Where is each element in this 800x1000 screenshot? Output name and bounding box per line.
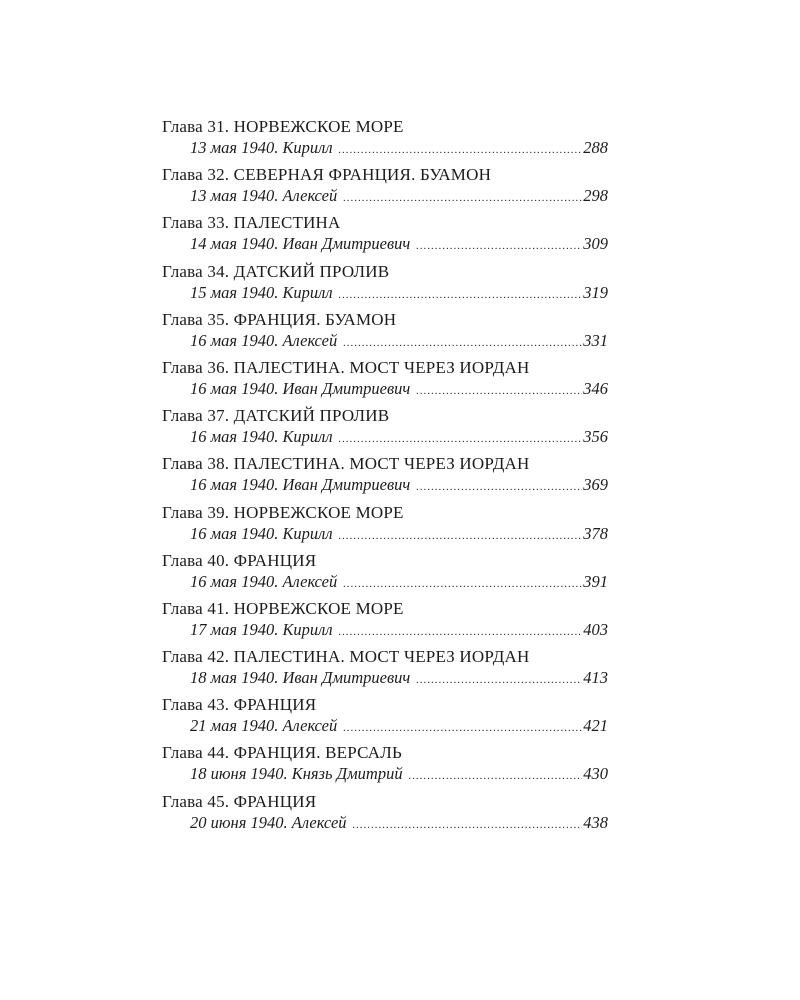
chapter-subtitle: 18 июня 1940. Князь Дмитрий — [190, 764, 403, 784]
chapter-subtitle: 18 мая 1940. Иван Дмитриевич — [190, 668, 411, 688]
dot-leader — [339, 285, 583, 306]
chapter-subtitle-row — [190, 523, 608, 547]
toc-entry-38 — [162, 453, 608, 501]
toc-entry-34 — [162, 261, 608, 309]
chapter-title: Глава 42. ПАЛЕСТИНА. МОСТ ЧЕРЕЗ ИОРДАН — [162, 647, 530, 667]
dot-leader — [416, 236, 582, 257]
page-number: 438 — [583, 812, 608, 832]
chapter-subtitle: 16 мая 1940. Иван Дмитриевич — [190, 475, 411, 495]
toc-entry-31 — [162, 116, 608, 164]
chapter-title: Глава 35. ФРАНЦИЯ. БУАМОН — [162, 309, 397, 329]
dot-leader — [409, 766, 583, 787]
table-of-contents — [162, 116, 608, 839]
chapter-title: Глава 40. ФРАНЦИЯ — [162, 550, 317, 570]
dot-leader — [339, 429, 583, 450]
chapter-subtitle-row — [190, 185, 608, 209]
page-number: 369 — [583, 475, 608, 495]
chapter-subtitle: 16 мая 1940. Кирилл — [190, 523, 333, 543]
chapter-title: Глава 37. ДАТСКИЙ ПРОЛИВ — [162, 406, 390, 426]
chapter-subtitle: 16 мая 1940. Кирилл — [190, 427, 333, 447]
chapter-subtitle: 20 июня 1940. Алексей — [190, 812, 347, 832]
dot-leader — [343, 188, 582, 209]
toc-entry-36 — [162, 357, 608, 405]
chapter-title: Глава 34. ДАТСКИЙ ПРОЛИВ — [162, 261, 390, 281]
chapter-title: Глава 31. НОРВЕЖСКОЕ МОРЕ — [162, 117, 404, 136]
toc-entry-41 — [162, 598, 608, 646]
chapter-subtitle: 21 мая 1940. Алексей — [190, 716, 338, 736]
chapter-title: Глава 43. ФРАНЦИЯ — [162, 695, 317, 715]
chapter-subtitle-row — [190, 715, 608, 739]
toc-entry-37 — [162, 405, 608, 453]
dot-leader — [343, 574, 582, 595]
page-number: 413 — [583, 668, 608, 688]
toc-entry-39 — [162, 502, 608, 550]
chapter-title: Глава 33. ПАЛЕСТИНА — [162, 213, 341, 233]
page-number: 331 — [583, 330, 608, 350]
chapter-title: Глава 45. ФРАНЦИЯ — [162, 791, 317, 811]
page-number: 288 — [583, 138, 608, 157]
page-number: 430 — [583, 764, 608, 784]
chapter-subtitle: 13 мая 1940. Алексей — [190, 186, 338, 206]
dot-leader — [343, 333, 582, 354]
page-number: 356 — [583, 427, 608, 447]
chapter-subtitle: 14 мая 1940. Иван Дмитриевич — [190, 234, 411, 254]
chapter-subtitle-row — [190, 763, 608, 787]
chapter-title: Глава 41. НОРВЕЖСКОЕ МОРЕ — [162, 598, 404, 618]
dot-leader — [339, 526, 583, 547]
chapter-subtitle-row — [190, 812, 608, 836]
chapter-subtitle: 16 мая 1940. Алексей — [190, 571, 338, 591]
dot-leader — [343, 718, 582, 739]
dot-leader — [339, 622, 583, 643]
page-number: 391 — [583, 571, 608, 591]
chapter-subtitle-row — [190, 667, 608, 691]
chapter-title: Глава 38. ПАЛЕСТИНА. МОСТ ЧЕРЕЗ ИОРДАН — [162, 454, 530, 474]
toc-entry-40 — [162, 550, 608, 598]
dot-leader — [416, 477, 582, 498]
chapter-subtitle-row — [190, 619, 608, 643]
dot-leader — [339, 140, 583, 161]
chapter-subtitle-row — [190, 233, 608, 257]
toc-entry-33 — [162, 212, 608, 260]
chapter-subtitle-row — [190, 571, 608, 595]
page-number: 319 — [583, 282, 608, 302]
toc-entry-45 — [162, 791, 608, 839]
toc-entry-35 — [162, 309, 608, 357]
chapter-subtitle: 16 мая 1940. Иван Дмитриевич — [190, 378, 411, 398]
dot-leader — [416, 381, 582, 402]
chapter-subtitle: 15 мая 1940. Кирилл — [190, 282, 333, 302]
chapter-subtitle: 13 мая 1940. Кирилл — [190, 138, 333, 157]
page-number: 309 — [583, 234, 608, 254]
toc-entry-44 — [162, 742, 608, 790]
chapter-title: Глава 44. ФРАНЦИЯ. ВЕРСАЛЬ — [162, 743, 402, 763]
page-number: 421 — [583, 716, 608, 736]
chapter-subtitle-row — [190, 282, 608, 306]
chapter-subtitle: 17 мая 1940. Кирилл — [190, 619, 333, 639]
chapter-subtitle-row — [190, 137, 608, 161]
page-number: 403 — [583, 619, 608, 639]
toc-entry-32 — [162, 164, 608, 212]
chapter-title: Глава 39. НОРВЕЖСКОЕ МОРЕ — [162, 502, 404, 522]
dot-leader — [353, 815, 583, 836]
chapter-subtitle-row — [190, 474, 608, 498]
page-number: 378 — [583, 523, 608, 543]
chapter-subtitle-row — [190, 426, 608, 450]
chapter-subtitle-row — [190, 330, 608, 354]
toc-entry-43 — [162, 694, 608, 742]
chapter-subtitle: 16 мая 1940. Алексей — [190, 330, 338, 350]
toc-entry-42 — [162, 646, 608, 694]
chapter-title: Глава 32. СЕВЕРНАЯ ФРАНЦИЯ. БУАМОН — [162, 165, 492, 185]
page-number: 346 — [583, 378, 608, 398]
page-number: 298 — [583, 186, 608, 206]
chapter-title: Глава 36. ПАЛЕСТИНА. МОСТ ЧЕРЕЗ ИОРДАН — [162, 357, 530, 377]
chapter-subtitle-row — [190, 378, 608, 402]
dot-leader — [416, 670, 582, 691]
